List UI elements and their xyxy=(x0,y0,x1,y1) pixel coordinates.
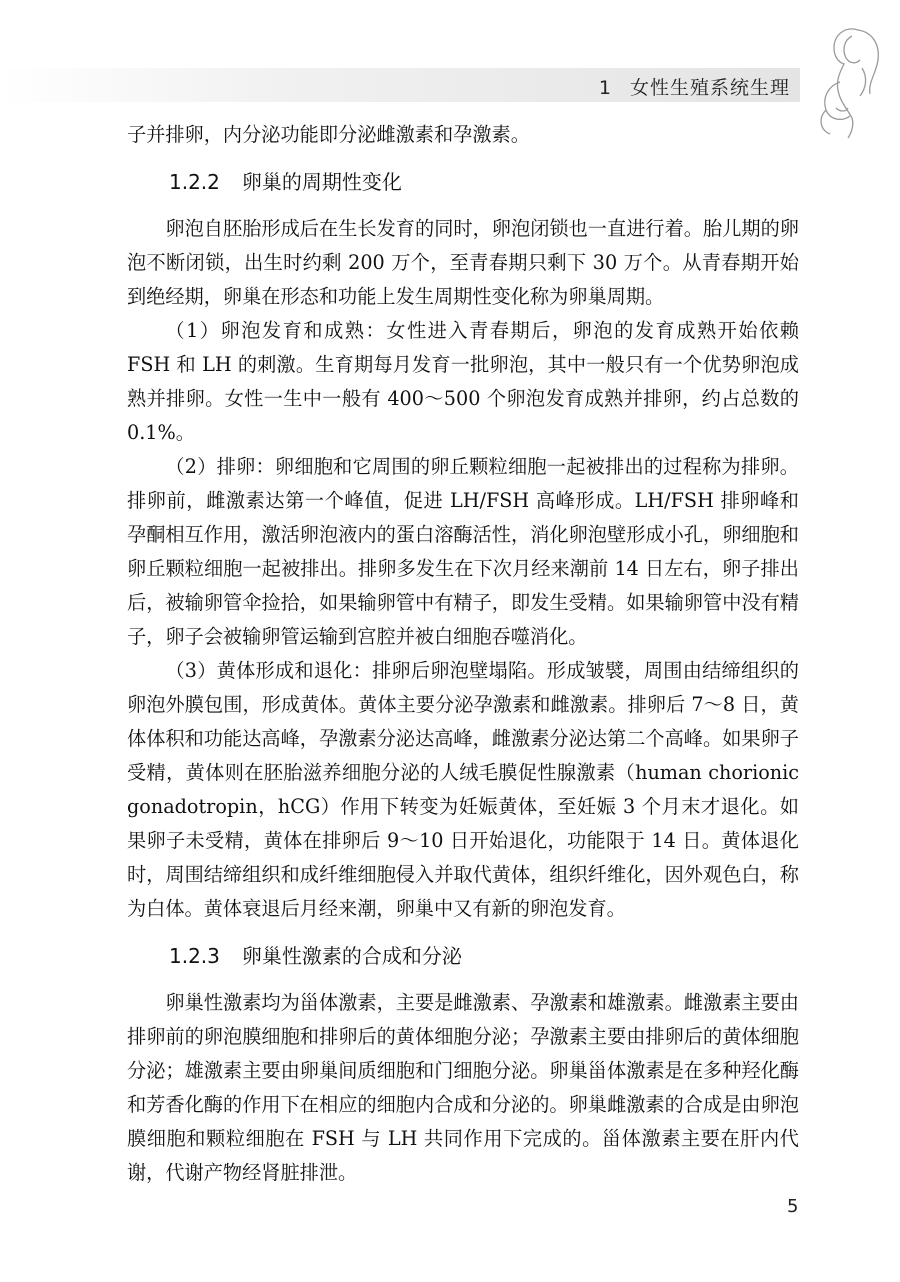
paragraph: 卵巢性激素均为甾体激素，主要是雌激素、孕激素和雄激素。雌激素主要由排卵前的卵泡膜细胞和排卵后的黄体细胞分泌；孕激素主要由排卵后的黄体细胞分泌；雄激素主要由卵巢间质细胞和门细胞分泌。卵巢甾体激素是在多种羟化酶和芳香化酶的作用下在相应的细胞内合成和分泌的。卵巢雌激素的合成是由卵泡膜细胞和颗粒细胞在 FSH 与 LH 共同作用下完成的。甾体激素主要在肝内代谢，代谢产物经肾脏排泄。 xyxy=(127,991,799,1184)
section-title: 卵巢性激素的合成和分泌 xyxy=(241,944,462,968)
page-number: 5 xyxy=(787,1196,799,1217)
running-header xyxy=(599,73,790,100)
pregnant-woman-icon xyxy=(796,22,896,142)
paragraph: （1）卵泡发育和成熟：女性进入青春期后，卵泡的发育成熟开始依赖 FSH 和 LH 的刺激。生育期每月发育一批卵泡，其中一般只有一个优势卵泡成熟并排卵。女性一生中一般有 400～500 个卵泡发育成熟并排卵，约占总数的 0.1%。 xyxy=(127,319,799,444)
chapter-title: 女性生殖系统生理 xyxy=(629,77,790,99)
paragraph: 卵泡自胚胎形成后在生长发育的同时，卵泡闭锁也一直进行着。胎儿期的卵泡不断闭锁，出生时约剩 200 万个，至青春期只剩下 30 万个。从青春期开始到绝经期，卵巢在形态和功能上发生周期性变化称为卵巢周期。 xyxy=(127,217,799,308)
paragraph: （2）排卵：卵细胞和它周围的卵丘颗粒细胞一起被排出的过程称为排卵。排卵前，雌激素达第一个峰值，促进 LH/FSH 高峰形成。LH/FSH 排卵峰和孕酮相互作用，激活卵泡液内的蛋白溶酶活性，消化卵泡壁形成小孔，卵细胞和卵丘颗粒细胞一起被排出。排卵多发生在下次月经来潮前 14 日左右，卵子排出后，被输卵管伞捡拾，如果输卵管中有精子，即发生受精。如果输卵管中没有精子，卵子会被输卵管运输到宫腔并被白细胞吞噬消化。 xyxy=(127,455,799,648)
section-heading-1-2-3 xyxy=(127,926,799,986)
section-heading-1-2-2 xyxy=(127,152,799,212)
section-title: 卵巢的周期性变化 xyxy=(241,170,402,194)
section-number: 1.2.3 xyxy=(169,944,220,968)
paragraph-continued: 子并排卵，内分泌功能即分泌雌激素和孕激素。 xyxy=(127,123,530,146)
paragraph: （3）黄体形成和退化：排卵后卵泡壁塌陷。形成皱襞，周围由结缔组织的卵泡外膜包围，形成黄体。黄体主要分泌孕激素和雌激素。排卵后 7～8 日，黄体体积和功能达高峰，孕激素分泌达高峰，雌激素分泌达第二个高峰。如果卵子受精，黄体则在胚胎滋养细胞分泌的人绒毛膜促性腺激素（human chorionic gonadotropin，hCG）作用下转变为妊娠黄体，至妊娠 3 个月末才退化。如果卵子未受精，黄体在排卵后 9～10 日开始退化，功能限于 14 日。黄体退化时，周围结缔组织和成纤维细胞侵入并取代黄体，组织纤维化，因外观色白，称为白体。黄体衰退后月经来潮，卵巢中又有新的卵泡发育。 xyxy=(127,659,799,920)
page-body xyxy=(127,118,799,1190)
section-number: 1.2.2 xyxy=(169,170,220,194)
chapter-number: 1 xyxy=(598,77,612,99)
